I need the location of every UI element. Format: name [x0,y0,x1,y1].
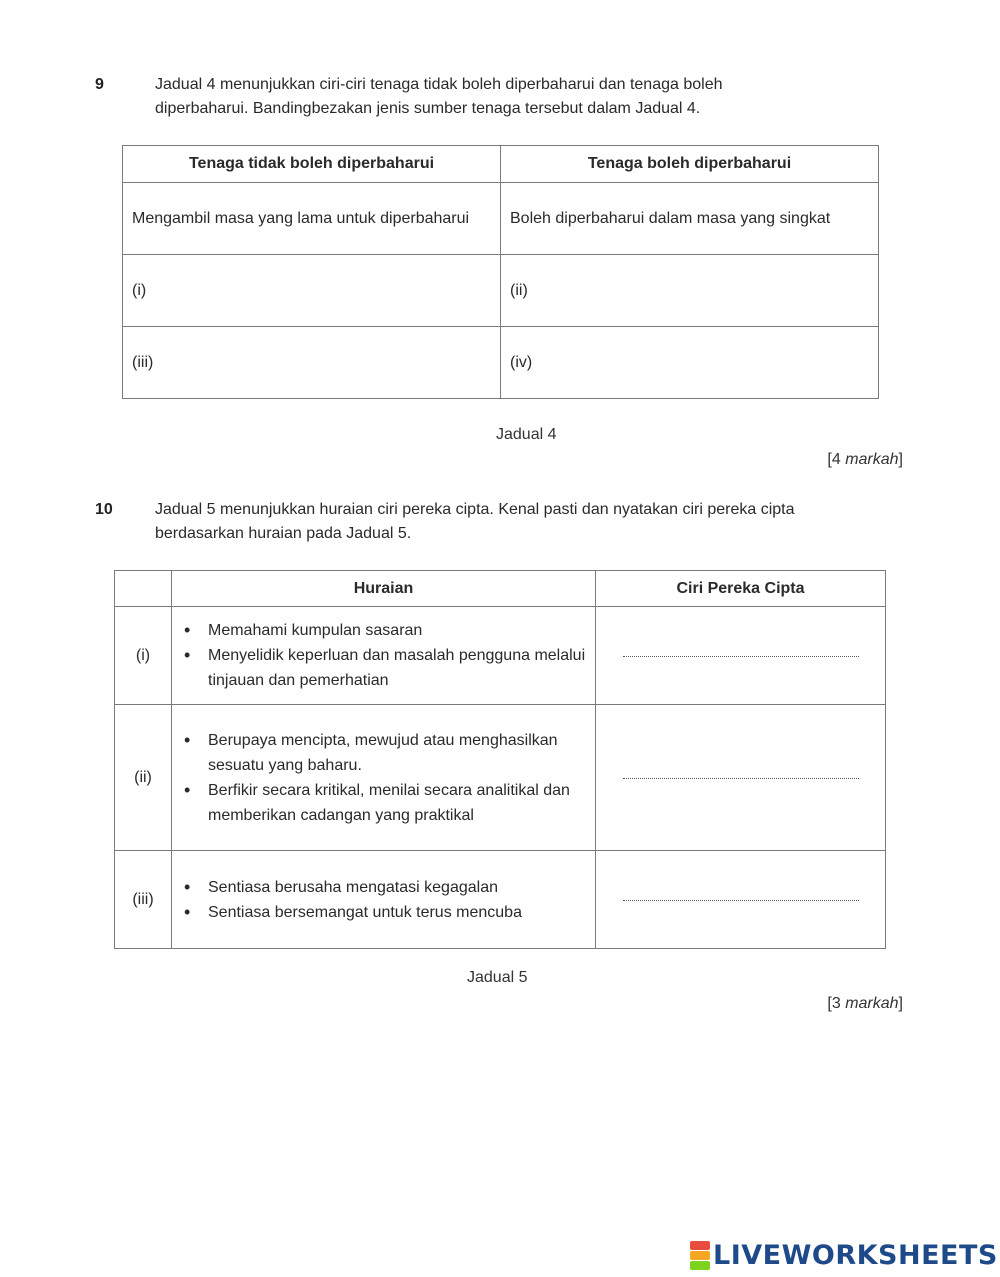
question-10-number: 10 [95,501,113,518]
table-4-answer-i[interactable]: (i) [123,255,501,327]
question-9-line-2: diperbaharui. Bandingbezakan jenis sumber tenaga tersebut dalam Jadual 4. [155,100,701,117]
list-item: • Berupaya mencipta, mewujud atau menghasilkan sesuatu yang baharu. [208,728,594,778]
table-4-answer-ii[interactable]: (ii) [501,255,879,327]
table-5-caption: Jadual 5 [467,969,528,986]
table-row [115,607,886,705]
table-5-row-label: (iii) [115,851,172,949]
table-row [115,705,886,851]
list-item: • Berfikir secara kritikal, menilai secara analitikal dan memberikan cadangan yang praktikal [208,778,594,828]
list-item: • Menyelidik keperluan dan masalah pengguna melalui tinjauan dan pemerhatian [208,643,594,693]
table-4-answer-iii[interactable]: (iii) [123,327,501,399]
marks-close: ] [898,451,903,468]
table-4-header-non-renewable: Tenaga tidak boleh diperbaharui [123,146,501,183]
table-5-answer-iii[interactable] [596,851,886,949]
table-jadual-5 [114,570,886,949]
marks-word: markah [845,995,899,1012]
list-item: • Memahami kumpulan sasaran [208,618,594,643]
answer-blank-line[interactable] [623,777,859,779]
logo-block [690,1241,710,1250]
table-row [123,255,879,327]
answer-blank-line[interactable] [623,655,859,657]
liveworksheets-text: LIVEWORKSHEETS [713,1240,998,1271]
table-5-header-blank [115,571,172,607]
table-5-answer-i[interactable] [596,607,886,705]
table-4-cell-non-renewable-example: Mengambil masa yang lama untuk diperbaharui [123,183,501,255]
logo-block [690,1251,710,1260]
question-9-line-1: Jadual 4 menunjukkan ciri-ciri tenaga tidak boleh diperbaharui dan tenaga boleh [155,76,723,93]
table-row [123,327,879,399]
question-10-line-2: berdasarkan huraian pada Jadual 5. [155,525,412,542]
table-5-row-label: (i) [115,607,172,705]
question-9-text [155,73,723,121]
table-5-header-ciri: Ciri Pereka Cipta [596,571,886,607]
table-row [123,183,879,255]
liveworksheets-blocks-icon [690,1241,710,1271]
marks-word: markah [845,451,899,468]
question-10-line-1: Jadual 5 menunjukkan huraian ciri pereka cipta. Kenal pasti dan nyatakan ciri pereka cipta [155,501,795,518]
table-4-header-renewable: Tenaga boleh diperbaharui [501,146,879,183]
table-5-huraian-cell [172,705,596,851]
table-4-answer-iv[interactable]: (iv) [501,327,879,399]
table-5-huraian-cell [172,607,596,705]
question-10-marks [827,995,903,1013]
table-4-cell-renewable-example: Boleh diperbaharui dalam masa yang singkat [501,183,879,255]
marks-close: ] [898,995,903,1012]
marks-open: [4 [827,451,846,468]
table-5-row-label: (ii) [115,705,172,851]
table-5-huraian-cell [172,851,596,949]
table-5-header-huraian: Huraian [172,571,596,607]
question-10-text [155,498,795,546]
question-9-number: 9 [95,76,104,93]
table-jadual-4 [122,145,879,399]
liveworksheets-logo [690,1240,998,1271]
list-item: • Sentiasa berusaha mengatasi kegagalan [208,875,594,900]
table-row [115,851,886,949]
table-5-answer-ii[interactable] [596,705,886,851]
table-4-caption: Jadual 4 [496,426,557,443]
answer-blank-line[interactable] [623,899,859,901]
marks-open: [3 [827,995,846,1012]
list-item: • Sentiasa bersemangat untuk terus mencuba [208,900,594,925]
logo-block [690,1261,710,1270]
question-9-marks [827,451,903,469]
